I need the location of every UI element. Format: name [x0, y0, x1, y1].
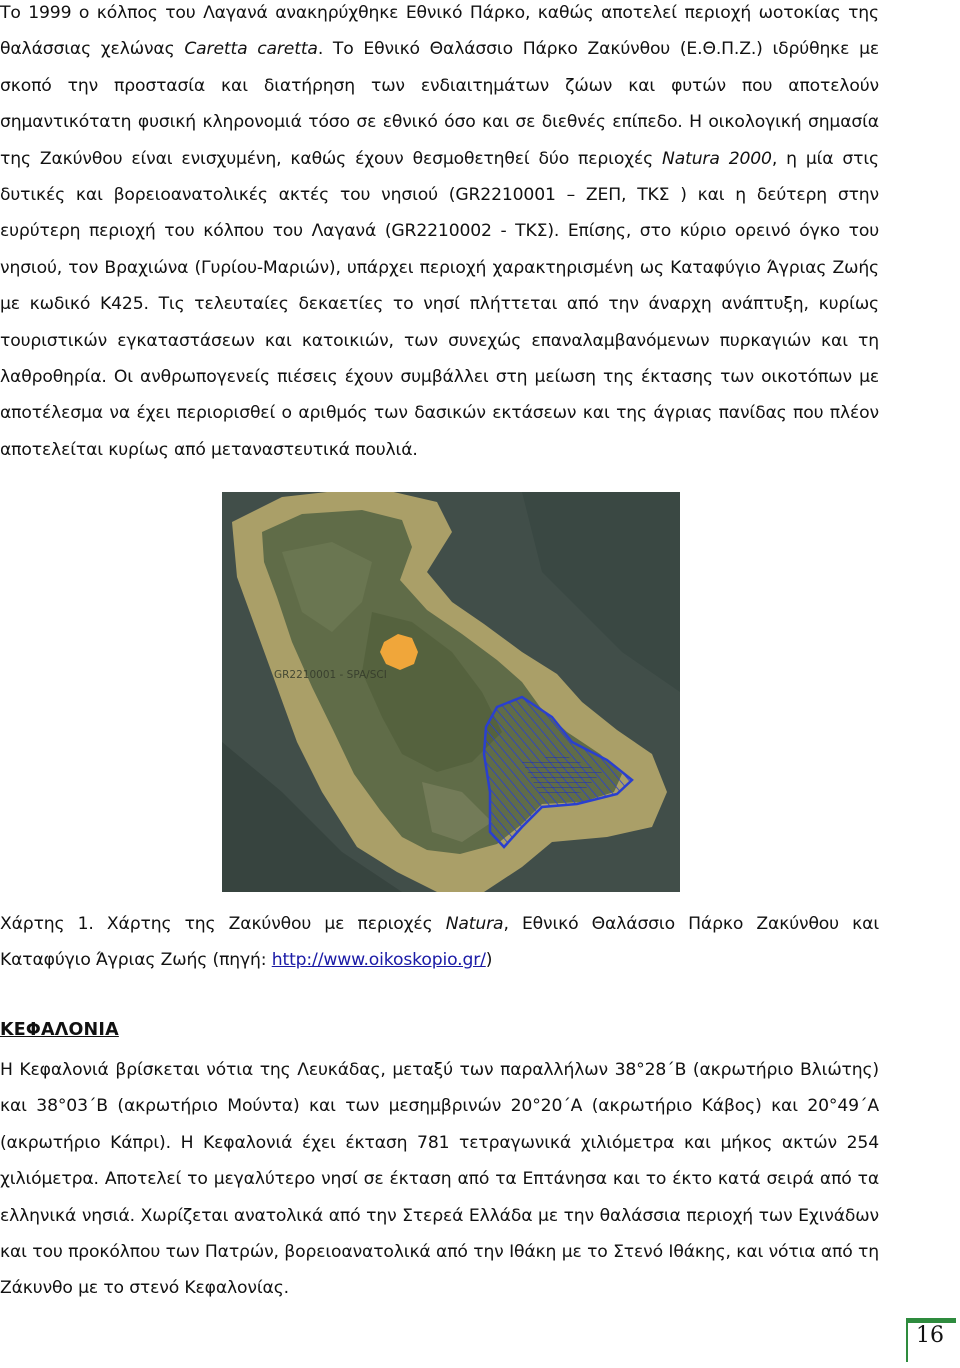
p1-natura-term: Natura 2000: [662, 148, 772, 169]
paragraph-kefalonia: Η Κεφαλονιά βρίσκεται νότια της Λευκάδας, μεταξύ των παραλλήλων 38°28΄Β (ακρωτήριο Βλιώτης) και 38°03΄Β (ακρωτήριο Μούντα) και των μεσημβρινών 20°20΄Α (ακρωτήριο Κάβος) και 20°49΄Α (ακρωτήριο Κάπρι). Η Κεφαλονιά έχει έκταση 781 τετραγωνικά χιλιόμετρα και μήκος ακτών 254 χιλιόμετρα. Αποτελεί το μεγαλύτερο νησί σε έκταση από τα Επτάνησα και το έκτο κατά σειρά από τα ελληνικά νησιά. Χωρίζεται ανατολικά από την Στερεά Ελλάδα με την θαλάσσια περιοχή των Εχινάδων και του προκόλπου των Πατρών, βορειοανατολικά από την Ιθάκη με το Στενό Ιθάκης, και νότια από τη Ζάκυνθο με το στενό Κεφαλονίας.: [0, 1060, 879, 1299]
p1-species-name: Caretta caretta: [184, 39, 318, 60]
section-heading-kefalonia: ΚΕΦΑΛΟΝΙΑ: [0, 1020, 119, 1040]
paragraph-zakynthos: [0, 0, 879, 468]
p1-text-3: , η μία στις δυτικές και βορειοανατολικές ακτές του νησιού (GR2210001 – ΖΕΠ, ΤΚΣ ) και η δεύτερη στην ευρύτερη περιοχή του κόλπου του Λαγανά (GR2210002 - ΤΚΣ). Επίσης, στο κύριο ορεινό όγκο του νησιού, τον Βραχιώνα (Γυρίου-Μαριών), υπάρχει περιοχή χαρακτηρισμένη ως Καταφύγιο Άγριας Ζωής με κωδικό Κ425. Τις τελευταίες δεκαετίες το νησί πλήττεται από την άναρχη ανάπτυξη, κυρίως τουριστικών εγκαταστάσεων και κατοικιών, των συνεχώς επαναλαμβανόμενων πυρκαγιών και τη λαθροθηρία. Οι ανθρωπογενείς πιέσεις έχουν συμβάλλει στη μείωση της έκτασης των οικοτόπων με αποτέλεσμα να έχει περιορισθεί ο αριθμός των δασικών εκτάσεων και της άγριας πανίδας που πλέον αποτελείται κυρίως από μεταναστευτικά πουλιά.: [0, 148, 879, 460]
zakynthos-map: [222, 492, 680, 892]
p1-text-1: Το 1999 ο κόλπος του Λαγανά ανακηρύχθηκε Εθνικό Πάρκο, καθώς αποτελεί περιοχή ωοτοκίας της θαλάσσιας χελώνας: [0, 3, 879, 60]
map-graphic: [222, 492, 680, 892]
map-caption: [0, 906, 879, 979]
caption-italic: Natura: [445, 914, 504, 934]
caption-middle: , Εθνικό Θαλάσσιο Πάρκο Ζακύνθου και Καταφύγιο Άγριας Ζωής (πηγή:: [0, 914, 879, 971]
caption-prefix: Χάρτης 1. Χάρτης της Ζακύνθου με περιοχές: [0, 914, 446, 934]
source-link[interactable]: http://www.oikoskopio.gr/: [271, 950, 486, 971]
page-number-box: [906, 1318, 956, 1362]
page-number-line: [906, 1318, 908, 1362]
p1-text-2: . Το Εθνικό Θαλάσσιο Πάρκο Ζακύνθου (Ε.Θ.Π.Ζ.) ιδρύθηκε με σκοπό την προστασία και διατήρηση των ενδιαιτημάτων ζώων και φυτών που αποτελούν σημαντικότατη φυσική κληρονομιά τόσο σε εθνικό όσο και σε διεθνές επίπεδο. Η οικολογική σημασία της Ζακύνθου είναι ενισχυμένη, καθώς έχουν θεσμοθετηθεί δύο περιοχές: [0, 39, 879, 169]
caption-suffix: ): [485, 950, 493, 971]
map-label: GR2210001 - SPA/SCI: [274, 669, 387, 681]
page-number: 16: [916, 1323, 944, 1348]
